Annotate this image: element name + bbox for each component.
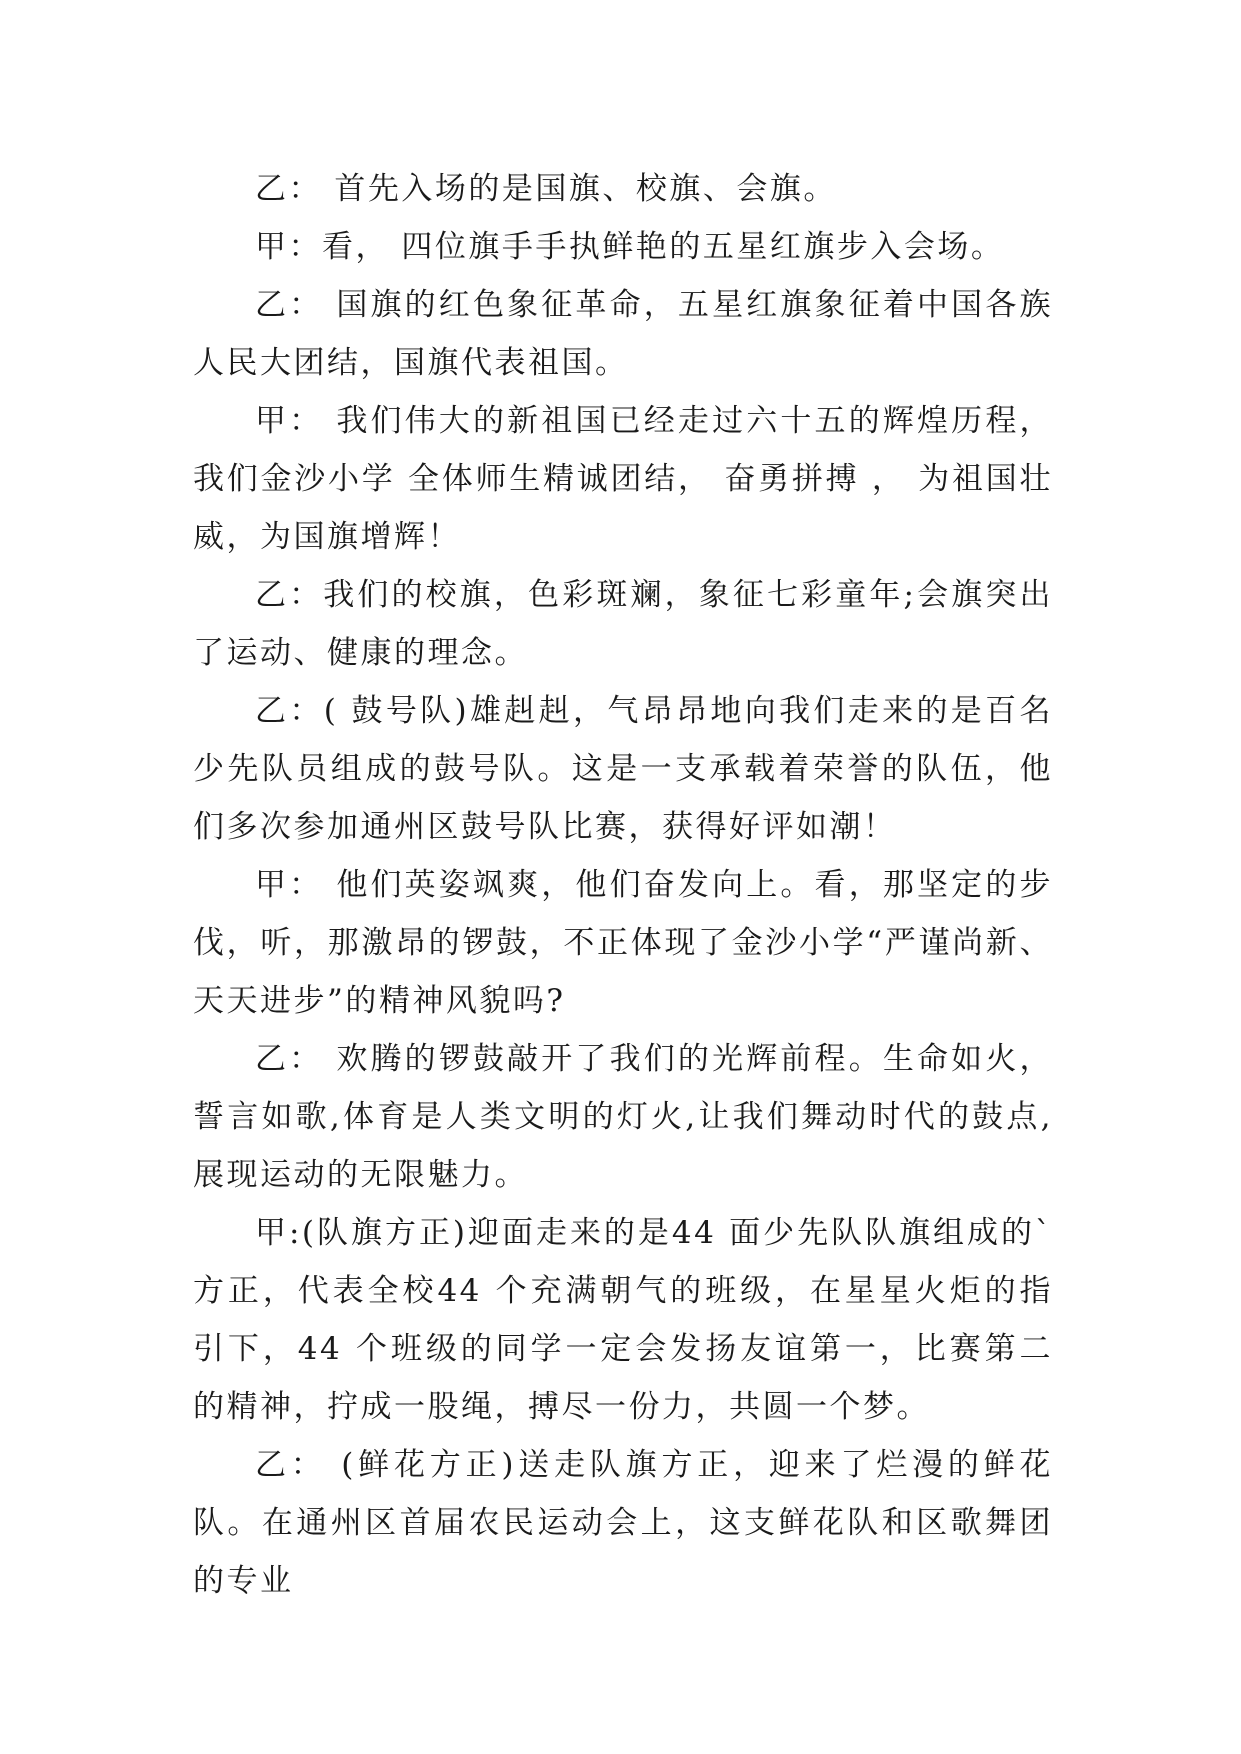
paragraph-2: 甲：看， 四位旗手手执鲜艳的五星红旗步入会场。	[255, 229, 1005, 265]
paragraph-1: 乙： 首先入场的是国旗、校旗、会旗。	[255, 171, 837, 207]
paragraph-10: 乙： (鲜花方正)送走队旗方正，迎来了烂漫的鲜花队。在通州区首届农民运动会上，这支鲜花队和区歌舞团的专业	[193, 1447, 1053, 1599]
paragraph-4: 甲： 我们伟大的新祖国已经走过六十五的辉煌历程，我们金沙小学 全体师生精诚团结， 奋勇拼搏 ， 为祖国壮威，为国旗增辉！	[193, 403, 1053, 555]
paragraph-5: 乙：我们的校旗，色彩斑斓，象征七彩童年;会旗突出了运动、健康的理念。	[193, 577, 1053, 671]
paragraph-7: 甲： 他们英姿飒爽，他们奋发向上。看，那坚定的步伐，听，那激昂的锣鼓，不正体现了金沙小学“严谨尚新、天天进步”的精神风貌吗?	[193, 867, 1053, 1019]
paragraph-3: 乙： 国旗的红色象征革命，五星红旗象征着中国各族人民大团结，国旗代表祖国。	[193, 287, 1053, 381]
paragraph-8: 乙： 欢腾的锣鼓敲开了我们的光辉前程。生命如火，誓言如歌,体育是人类文明的灯火,让我们舞动时代的鼓点,展现运动的无限魅力。	[193, 1041, 1053, 1193]
document-body	[193, 160, 1053, 1610]
paragraph-9: 甲:(队旗方正)迎面走来的是44 面少先队队旗组成的`方正，代表全校44 个充满朝气的班级，在星星火炬的指引下，44 个班级的同学一定会发扬友谊第一，比赛第二的精神，拧成一股绳，搏尽一份力，共圆一个梦。	[193, 1215, 1053, 1425]
paragraph-6: 乙：( 鼓号队)雄赳赳，气昂昂地向我们走来的是百名少先队员组成的鼓号队。这是一支承载着荣誉的队伍，他们多次参加通州区鼓号队比赛，获得好评如潮！	[193, 693, 1053, 845]
